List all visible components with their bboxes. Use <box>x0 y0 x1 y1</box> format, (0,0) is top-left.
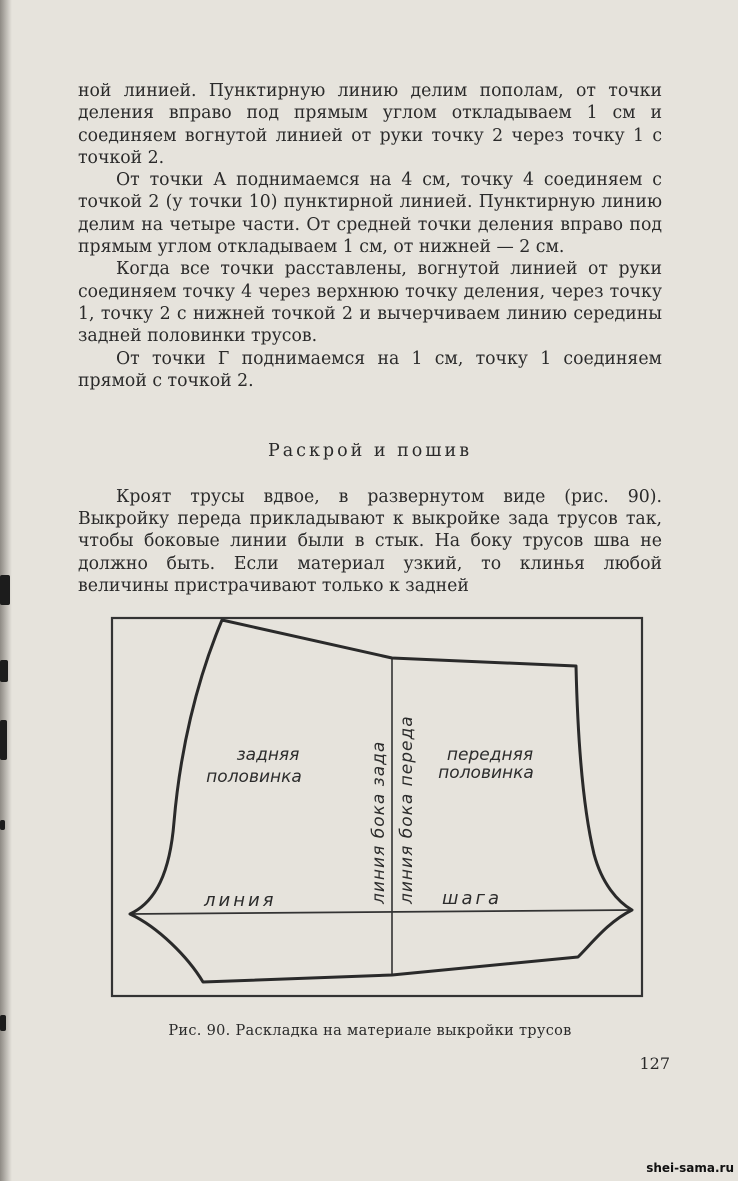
label-front-2: половинка <box>438 763 534 783</box>
pattern-diagram <box>108 612 648 1002</box>
paragraph: Когда все точки расставлены, вогнутой линией от руки соединяем точку 4 через верхнюю точку деления, через точку 1, точку 2 с нижней точкой 2 и вычерчиваем линию середины задней половинки трусов. <box>78 259 662 347</box>
edge-mark <box>0 575 10 605</box>
label-crotch-left: линия <box>204 890 277 911</box>
edge-mark <box>0 820 5 830</box>
paragraph: От точки Г поднимаемся на 1 см, точку 1 соединяем прямой с точкой 2. <box>78 348 662 391</box>
edge-mark <box>0 660 8 682</box>
label-side-back: линия бока зада <box>369 740 389 904</box>
label-front-1: передняя <box>446 745 534 765</box>
label-back-1: задняя <box>236 745 300 765</box>
figure-caption: Рис. 90. Раскладка на материале выкройки трусов <box>168 1023 572 1039</box>
body-text-top <box>78 80 662 392</box>
page-number: 127 <box>639 1054 670 1073</box>
edge-mark <box>0 1015 6 1031</box>
label-crotch-right: шага <box>442 888 502 909</box>
body-text-section <box>78 486 662 597</box>
label-back-2: половинка <box>206 767 302 787</box>
figure-90 <box>108 612 648 1002</box>
label-side-front: линия бока переда <box>397 715 417 904</box>
paragraph: ной линией. Пунктирную линию делим пополам, от точки деления вправо под прямым углом откладываем 1 см и соединяем вогнутой линией от руки точку 2 через точку 1 с точкой 2. <box>78 81 662 168</box>
paragraph: Кроят трусы вдвое, в развернутом виде (рис. 90). Выкройку переда прикладывают к выкройке зада трусов так, чтобы боковые линии были в стык. На боку трусов шва не должно быть. Если материал узкий, то клинья любой величины пристрачивают только к задней <box>78 487 662 596</box>
edge-mark <box>0 720 7 760</box>
section-heading: Раскрой и пошив <box>267 441 473 461</box>
watermark: shei-sama.ru <box>646 1161 734 1175</box>
paragraph: От точки А поднимаемся на 4 см, точку 4 соединяем с точкой 2 (у точки 10) пунктирной линией. Пунктирную линию делим на четыре части. От средней точки деления вправо под прямым углом откладываем 1 см, от нижней — 2 см. <box>78 170 662 258</box>
